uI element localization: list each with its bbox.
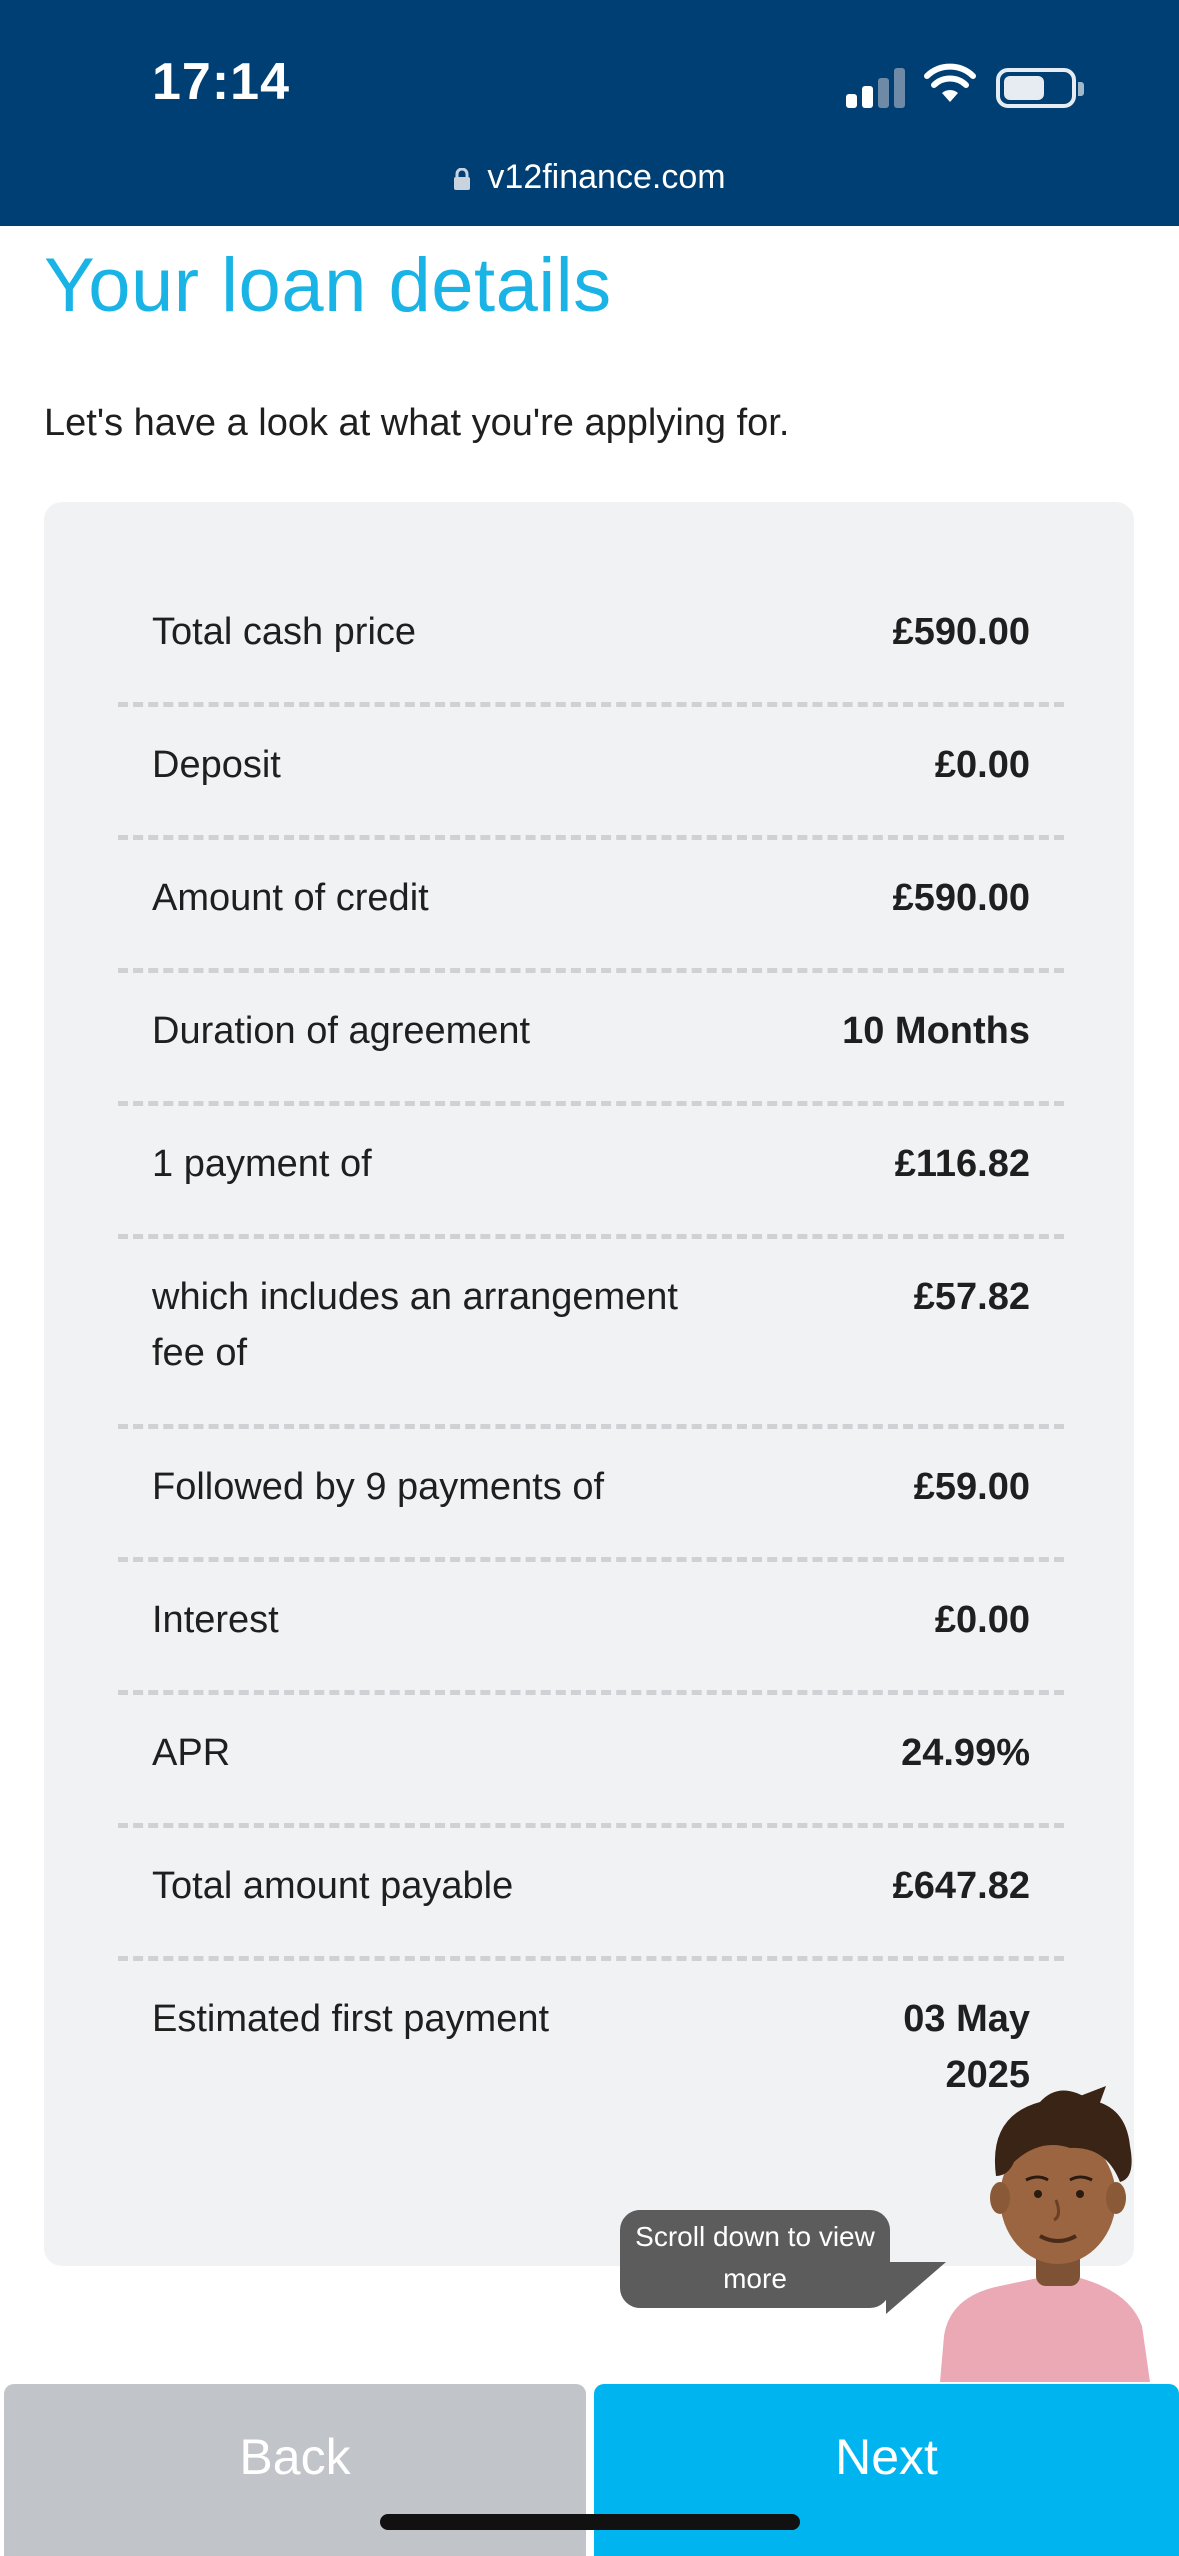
mascot-avatar-icon [930, 2086, 1179, 2382]
page-title: Your loan details [44, 243, 612, 328]
scroll-hint-tooltip: Scroll down to view more [620, 2210, 890, 2308]
detail-label: Estimated first payment [152, 1998, 550, 2040]
detail-label: Interest [152, 1599, 279, 1641]
status-bar [0, 0, 1179, 226]
back-button[interactable]: Back [4, 2384, 586, 2556]
tooltip-tail-icon [886, 2262, 946, 2322]
detail-value: £647.82 [892, 1865, 1030, 1907]
detail-value: £116.82 [894, 1143, 1030, 1185]
detail-value: £0.00 [934, 1599, 1030, 1641]
detail-value: £59.00 [913, 1466, 1030, 1508]
row-divider [118, 1557, 1064, 1562]
row-divider [118, 702, 1064, 707]
row-divider [118, 1956, 1064, 1961]
wifi-icon [924, 62, 976, 106]
row-divider [118, 968, 1064, 973]
detail-label: Followed by 9 payments of [152, 1466, 605, 1508]
row-divider [118, 1101, 1064, 1106]
row-divider [118, 1823, 1064, 1828]
address-bar[interactable] [0, 158, 1179, 197]
row-divider [118, 835, 1064, 840]
detail-value: £590.00 [892, 877, 1030, 919]
detail-label: Deposit [152, 744, 281, 786]
detail-label: Duration of agreement [152, 1010, 531, 1052]
lock-icon [453, 168, 471, 190]
detail-value: £0.00 [934, 744, 1030, 786]
next-button[interactable]: Next [594, 2384, 1179, 2556]
detail-value: £57.82 [913, 1276, 1030, 1318]
row-divider [118, 1234, 1064, 1239]
detail-value: 10 Months [842, 1010, 1030, 1052]
detail-label: Total amount payable [152, 1865, 514, 1907]
row-divider [118, 1690, 1064, 1695]
detail-value: 24.99% [901, 1732, 1030, 1774]
signal-icon [846, 68, 908, 108]
intro-text: Let's have a look at what you're applying for. [44, 402, 790, 444]
detail-value: 03 May 2025 [903, 1998, 1030, 2096]
home-indicator[interactable] [380, 2514, 800, 2530]
row-divider [118, 1424, 1064, 1429]
loan-details-card [44, 502, 1134, 2266]
battery-icon [996, 68, 1076, 108]
detail-label: which includes an arrangement fee of [152, 1276, 678, 1374]
detail-label: Amount of credit [152, 877, 429, 919]
detail-label: Total cash price [152, 611, 417, 653]
detail-value: £590.00 [892, 611, 1030, 653]
detail-label: APR [152, 1732, 231, 1774]
clock: 17:14 [152, 53, 290, 111]
url-text: v12finance.com [487, 158, 726, 196]
detail-label: 1 payment of [152, 1143, 372, 1185]
